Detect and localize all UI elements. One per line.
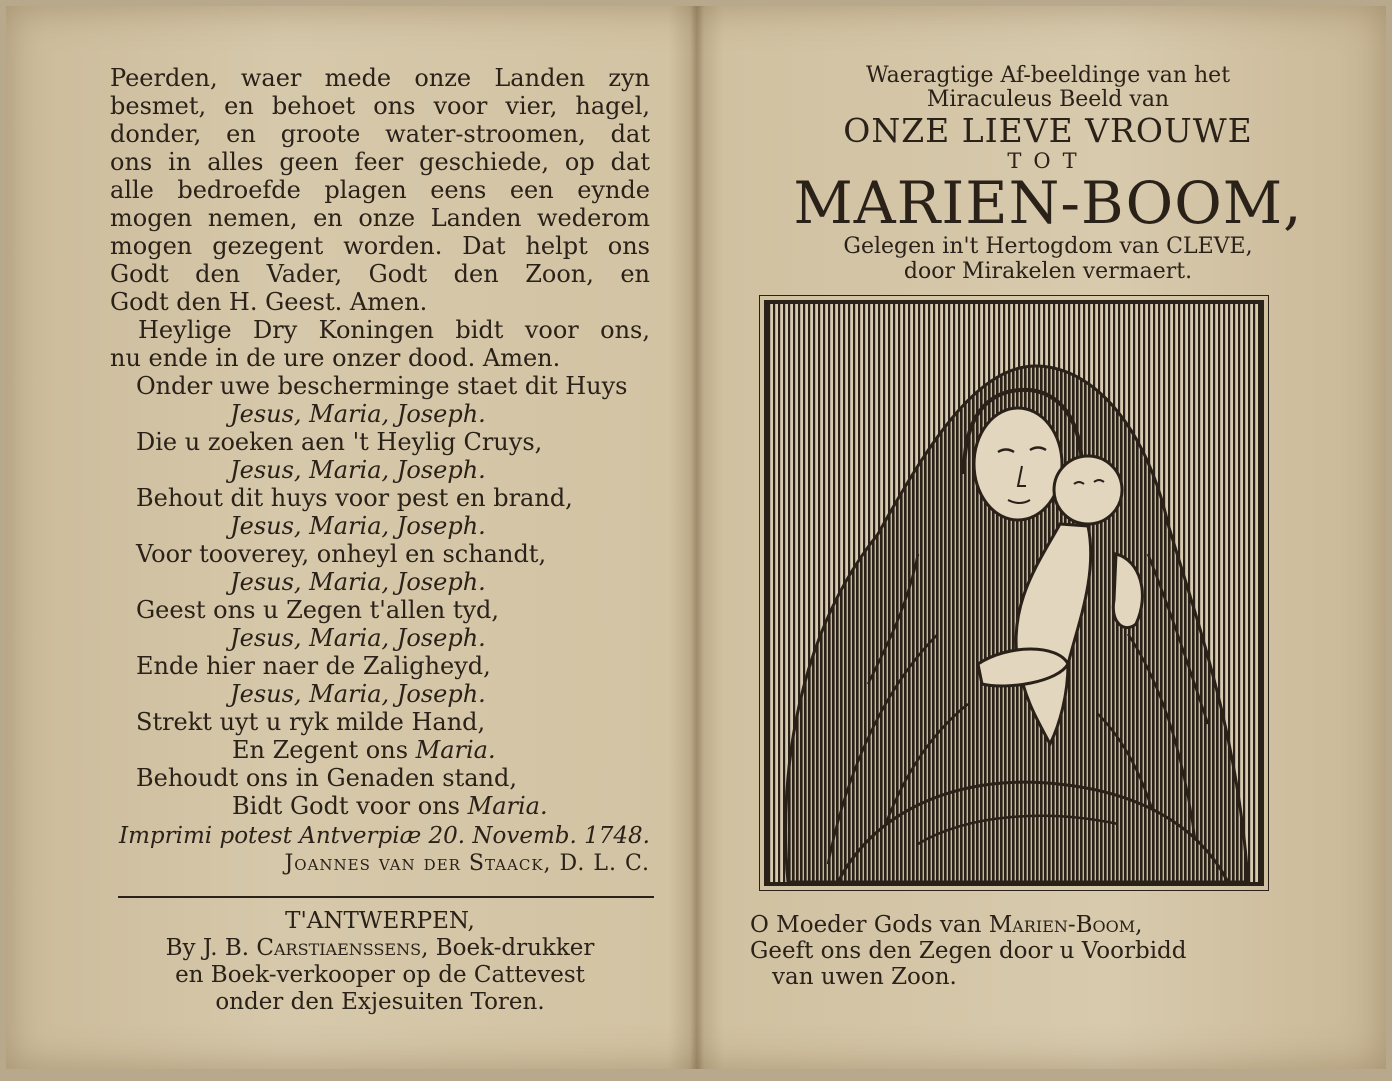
litany-line: Strekt uyt u ryk milde Hand, bbox=[136, 708, 486, 736]
caption-marien-boom: Marien-Boom bbox=[988, 912, 1136, 938]
litany-line: Ende hier naer de Zaligheyd, bbox=[136, 652, 491, 680]
koningen-line: nu ende in de ure onzer dood. Amen. bbox=[110, 344, 561, 372]
prayer-line: alle bedroefde plagen eens een eynde bbox=[110, 176, 650, 204]
prayer-line: Godt den H. Geest. Amen. bbox=[110, 288, 428, 316]
prayer-line: mogen nemen, en onze Landen wederom bbox=[110, 204, 650, 232]
prayer-paragraph bbox=[110, 64, 650, 316]
litany-line: Geest ons u Zegen t'allen tyd, bbox=[136, 596, 500, 624]
response-text: Bidt Godt voor ons bbox=[232, 792, 468, 820]
printer-imprint bbox=[110, 908, 650, 1016]
imprint-location: onder den Exjesuiten Toren. bbox=[215, 989, 545, 1015]
response-text: En Zegent ons bbox=[232, 736, 416, 764]
imprint-city: T'ANTWERPEN, bbox=[285, 908, 475, 934]
litany-refrain: Jesus, Maria, Joseph. bbox=[230, 400, 486, 428]
caption-text: O Moeder Gods van bbox=[750, 912, 989, 938]
imprint-address: en Boek-verkooper op de Cattevest bbox=[175, 962, 585, 988]
madonna-child-illustration bbox=[768, 304, 1260, 882]
litany-refrain: Jesus, Maria, Joseph. bbox=[230, 624, 486, 652]
imprimatur-line: Imprimi potest Antverpiæ 20. Novemb. 1748. bbox=[119, 823, 650, 849]
imprint-by: By J. B. bbox=[165, 935, 257, 961]
right-page bbox=[696, 6, 1386, 1069]
left-page bbox=[6, 6, 696, 1069]
imprint-trade: , Boek-drukker bbox=[421, 935, 595, 961]
litany-line: Onder uwe bescherminge staet dit Huys bbox=[136, 372, 628, 400]
koningen-line: Heylige Dry Koningen bidt voor ons, bbox=[138, 316, 650, 344]
litany-refrain: Jesus, Maria, Joseph. bbox=[230, 680, 486, 708]
prayer-line: Godt den Vader, Godt den Zoon, en bbox=[110, 260, 650, 288]
title-line-onze-lieve-vrouwe: ONZE LIEVE VROUWE bbox=[843, 111, 1253, 150]
title-line-gelegen: Gelegen in't Hertogdom van CLEVE, bbox=[843, 234, 1253, 259]
caption-comma: , bbox=[1135, 912, 1143, 938]
title-line-mirakelen: door Mirakelen vermaert. bbox=[903, 259, 1193, 284]
caption-line bbox=[750, 912, 1346, 938]
imprint-printer-name: Carstiaenssens bbox=[256, 935, 422, 961]
litany-response bbox=[110, 736, 650, 764]
prayer-line: Peerden, waer mede onze Landen zyn bbox=[110, 64, 650, 92]
litany-response bbox=[110, 792, 650, 820]
imprint-printer bbox=[110, 935, 650, 962]
litany-line: Voor tooverey, onheyl en schandt, bbox=[136, 540, 547, 568]
litany-line: Behout dit huys voor pest en brand, bbox=[136, 484, 573, 512]
prayer-card-spread bbox=[6, 6, 1386, 1069]
title-line-tot: TOT bbox=[1007, 149, 1089, 173]
madonna-woodcut bbox=[764, 300, 1264, 886]
title-block bbox=[750, 64, 1346, 284]
litany-line: Behoudt ons in Genaden stand, bbox=[136, 764, 517, 792]
title-line-marien-boom: MARIEN-BOOM, bbox=[793, 169, 1303, 237]
title-line-waeragtige: Waeragtige Af-beeldinge van het bbox=[865, 63, 1231, 88]
response-maria: Maria. bbox=[415, 736, 496, 764]
litany-refrain: Jesus, Maria, Joseph. bbox=[230, 568, 486, 596]
prayer-line: mogen gezegent worden. Dat helpt ons bbox=[110, 232, 650, 260]
censor-signature: Joannes van der Staack, D. L. C. bbox=[284, 851, 650, 876]
title-line-miraculeus: Miraculeus Beeld van bbox=[926, 87, 1170, 112]
image-caption bbox=[750, 912, 1346, 990]
prayer-line: donder, en groote water-stroomen, dat bbox=[110, 120, 650, 148]
koningen-invocation bbox=[110, 316, 650, 372]
litany-refrain: Jesus, Maria, Joseph. bbox=[230, 456, 486, 484]
caption-line: Geeft ons den Zegen door u Voorbidd bbox=[750, 938, 1187, 964]
response-maria: Maria. bbox=[467, 792, 548, 820]
prayer-line: ons in alles geen feer geschiede, op dat bbox=[110, 148, 650, 176]
litany-line: Die u zoeken aen 't Heylig Cruys, bbox=[136, 428, 543, 456]
prayer-line: besmet, en behoet ons voor vier, hagel, bbox=[110, 92, 650, 120]
divider-rule bbox=[118, 896, 654, 898]
caption-line: van uwen Zoon. bbox=[772, 964, 957, 990]
litany-refrain: Jesus, Maria, Joseph. bbox=[230, 512, 486, 540]
house-blessing-litany bbox=[110, 372, 650, 820]
